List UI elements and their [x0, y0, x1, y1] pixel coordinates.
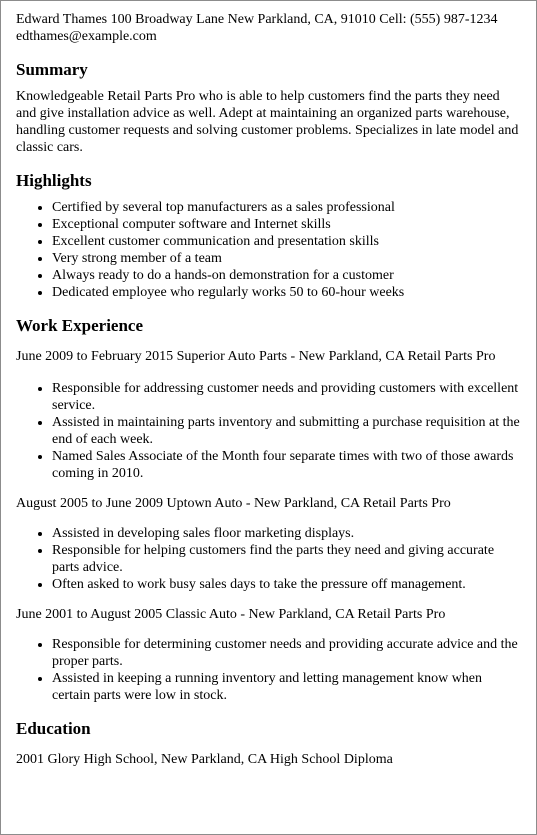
highlight-item: • Certified by several top manufacturers as a sales professional: [52, 199, 521, 216]
job-header: June 2009 to February 2015 Superior Auto Parts - New Parkland, CA Retail Parts Pro: [16, 349, 496, 364]
job-bullet: • Assisted in maintaining parts inventory and submitting a purchase requisition at the end of each week.: [52, 414, 521, 448]
highlight-item: • Excellent customer communication and presentation skills: [52, 233, 521, 250]
contact-email: edthames@example.com: [16, 29, 157, 44]
job-bullets: [16, 380, 521, 482]
job-bullet: • Assisted in developing sales floor marketing displays.: [52, 525, 521, 542]
contact-info: Edward Thames 100 Broadway Lane New Parkland, CA, 91010 Cell: (555) 987-1234: [16, 12, 498, 27]
highlights-list: [16, 199, 521, 301]
education-heading: Education: [16, 719, 91, 738]
highlight-item: • Dedicated employee who regularly works 50 to 60-hour weeks: [52, 284, 521, 301]
experience-heading: Work Experience: [16, 316, 144, 335]
job-bullets: [16, 636, 521, 704]
education-entry: 2001 Glory High School, New Parkland, CA High School Diploma: [16, 752, 393, 767]
summary-heading: Summary: [16, 60, 88, 79]
job-bullet: • Named Sales Associate of the Month four separate times with two of those awards coming in 2010.: [52, 448, 521, 482]
job-bullets: [16, 525, 521, 593]
resume-content: [16, 11, 521, 768]
job-bullet: • Responsible for addressing customer needs and providing customers with excellent service.: [52, 380, 521, 414]
highlight-item: • Exceptional computer software and Internet skills: [52, 216, 521, 233]
job-header: June 2001 to August 2005 Classic Auto - New Parkland, CA Retail Parts Pro: [16, 607, 446, 622]
summary-text: Knowledgeable Retail Parts Pro who is able to help customers find the parts they need and give installation advice as well. Adept at maintaining an organized parts warehouse, handling customer requests and solving customer problems. Specializes in late model and classic cars.: [16, 89, 519, 155]
highlight-item: • Very strong member of a team: [52, 250, 521, 267]
highlight-item: • Always ready to do a hands-on demonstration for a customer: [52, 267, 521, 284]
highlights-heading: Highlights: [16, 171, 92, 190]
job-bullet: • Responsible for helping customers find the parts they need and giving accurate parts advice.: [52, 542, 521, 576]
job-bullet: • Often asked to work busy sales days to take the pressure off management.: [52, 576, 521, 593]
job-bullet: • Assisted in keeping a running inventory and letting management know when certain parts were low in stock.: [52, 670, 521, 704]
job-bullet: • Responsible for determining customer needs and providing accurate advice and the proper parts.: [52, 636, 521, 670]
job-header: August 2005 to June 2009 Uptown Auto - New Parkland, CA Retail Parts Pro: [16, 496, 451, 511]
